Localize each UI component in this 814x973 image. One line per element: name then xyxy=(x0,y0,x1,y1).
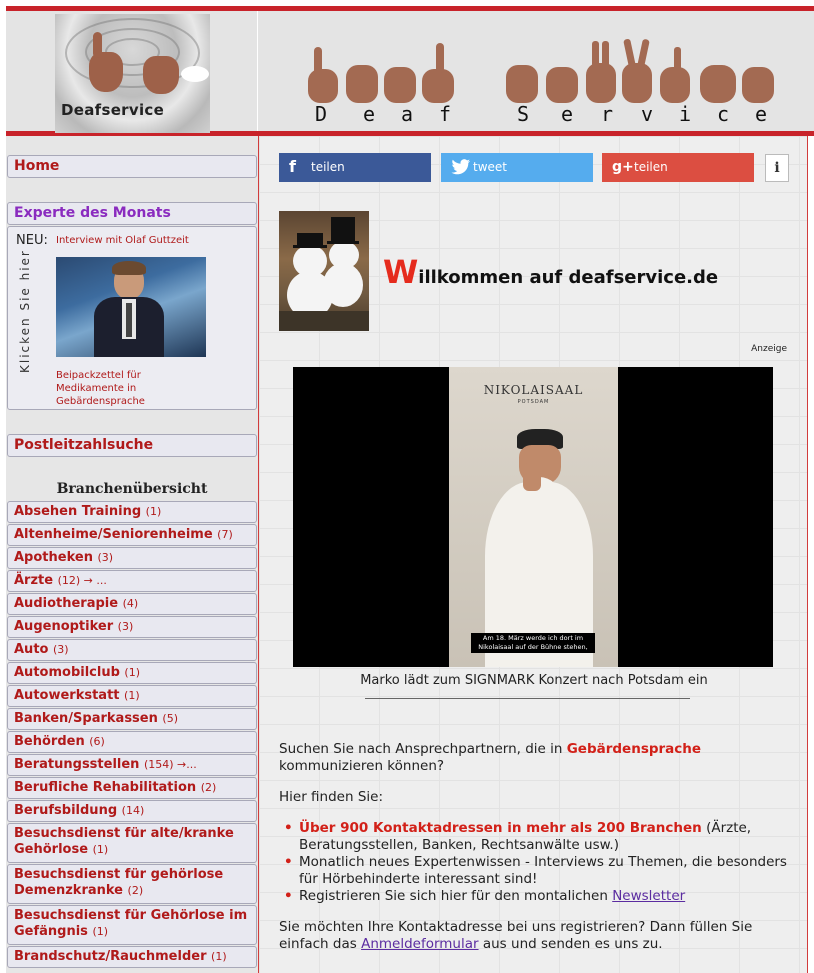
finger-spelling-hands-icon xyxy=(296,39,776,105)
category-item[interactable]: Berufsbildung (14) xyxy=(7,800,257,822)
newsletter-link[interactable]: Newsletter xyxy=(612,888,686,904)
registration-form-link[interactable]: Anmeldeformular xyxy=(361,936,479,952)
intro-paragraph: Suchen Sie nach Ansprechpartnern, die in Gebärdensprache kommunizieren können? xyxy=(279,741,702,774)
site-header: Deafservice D e a f S e r v i c e xyxy=(6,6,814,136)
video-brand-sub: POTSDAM xyxy=(517,399,550,405)
sidebar-item-expert[interactable]: Experte des Monats xyxy=(7,202,257,225)
info-button[interactable]: i xyxy=(765,154,789,182)
register-paragraph: Sie möchten Ihre Kontaktadresse bei uns registrieren? Dann füllen Sie einfach das Anmeldeformular aus und senden es uns zu. xyxy=(279,919,753,952)
branchen-heading: Branchenübersicht xyxy=(56,481,208,497)
twitter-share-button[interactable]: tweet xyxy=(441,153,593,182)
category-item[interactable]: Apotheken (3) xyxy=(7,547,257,569)
category-item[interactable]: Behörden (6) xyxy=(7,731,257,753)
list-item: • Registrieren Sie sich hier für den montalichen Newsletter xyxy=(279,888,794,905)
intro-text xyxy=(279,741,794,967)
category-item[interactable]: Banken/Sparkassen (5) xyxy=(7,708,257,730)
category-item[interactable]: Besuchsdienst für Gehörlose im Gefängnis (1) xyxy=(7,905,257,945)
category-item[interactable]: Ärzte (12) → ... xyxy=(7,570,257,592)
sidebar-item-home[interactable]: Home xyxy=(7,155,257,178)
expert-click-here-label[interactable]: Klicken Sie hier xyxy=(18,249,32,373)
google-plus-icon: g+ xyxy=(612,159,634,175)
video-brand: NIKOLAISAAL xyxy=(483,383,584,397)
category-item[interactable]: Autowerkstatt (1) xyxy=(7,685,257,707)
header-divider xyxy=(257,11,258,131)
category-item[interactable]: Brandschutz/Rauchmelder (1) xyxy=(7,946,257,968)
page-title: Willkommen auf deafservice.de xyxy=(383,253,719,291)
category-item[interactable]: Auto (3) xyxy=(7,639,257,661)
sidebar xyxy=(6,136,258,973)
logo-text: Deafservice xyxy=(61,101,165,119)
video-subtitle: Am 18. März werde ich dort im Nikolaisaal auf der Bühne stehen, xyxy=(471,633,595,653)
divider xyxy=(365,698,690,699)
category-item[interactable]: Besuchsdienst für gehörlose Demenzkranke (2) xyxy=(7,864,257,904)
category-item[interactable]: Besuchsdienst für alte/kranke Gehörlose (1) xyxy=(7,823,257,863)
category-item[interactable]: Automobilclub (1) xyxy=(7,662,257,684)
list-item: • Über 900 Kontaktadressen in mehr als 200 Branchen (Ärzte, Beratungsstellen, Banken, Rechtsanwälte usw.) xyxy=(279,820,794,854)
video-caption: Marko lädt zum SIGNMARK Konzert nach Potsdam ein xyxy=(360,673,708,688)
google-plus-share-button[interactable]: g+ teilen xyxy=(602,153,754,182)
expert-caption[interactable]: Beipackzettel für Medikamente in Gebärdensprache xyxy=(56,370,145,407)
hand-sign-d-icon xyxy=(89,52,123,92)
facebook-icon: f xyxy=(289,157,296,176)
ad-label: Anzeige xyxy=(751,344,787,354)
expert-new-label: NEU: xyxy=(16,233,48,248)
sidebar-item-postleitzahlsuche[interactable]: Postleitzahlsuche xyxy=(7,434,257,457)
site-logo[interactable] xyxy=(55,14,210,133)
main-content xyxy=(258,136,808,973)
video-player[interactable] xyxy=(293,367,773,667)
expert-interview-link[interactable]: Interview mit Olaf Guttzeit xyxy=(56,235,189,246)
category-item[interactable]: Beratungsstellen (154) →... xyxy=(7,754,257,776)
list-item: • Monatlich neues Expertenwissen - Interviews zu Themen, die besonders für Hörbehinderte interessant sind! xyxy=(279,854,794,888)
category-item[interactable]: Altenheime/Seniorenheime (7) xyxy=(7,524,257,546)
expert-of-month-panel[interactable] xyxy=(7,226,257,410)
snowman-image xyxy=(279,211,369,331)
feature-list xyxy=(279,820,794,905)
hand-sign-s-icon xyxy=(143,56,179,94)
category-item[interactable]: Absehen Training (1) xyxy=(7,501,257,523)
hier-paragraph: Hier finden Sie: xyxy=(279,789,384,805)
video-frame xyxy=(449,367,618,667)
category-item[interactable]: Berufliche Rehabilitation (2) xyxy=(7,777,257,799)
expert-photo[interactable] xyxy=(56,257,206,357)
twitter-bird-icon xyxy=(451,158,471,180)
category-item[interactable]: Augenoptiker (3) xyxy=(7,616,257,638)
category-item[interactable]: Audiotherapie (4) xyxy=(7,593,257,615)
facebook-share-button[interactable]: f teilen xyxy=(279,153,431,182)
